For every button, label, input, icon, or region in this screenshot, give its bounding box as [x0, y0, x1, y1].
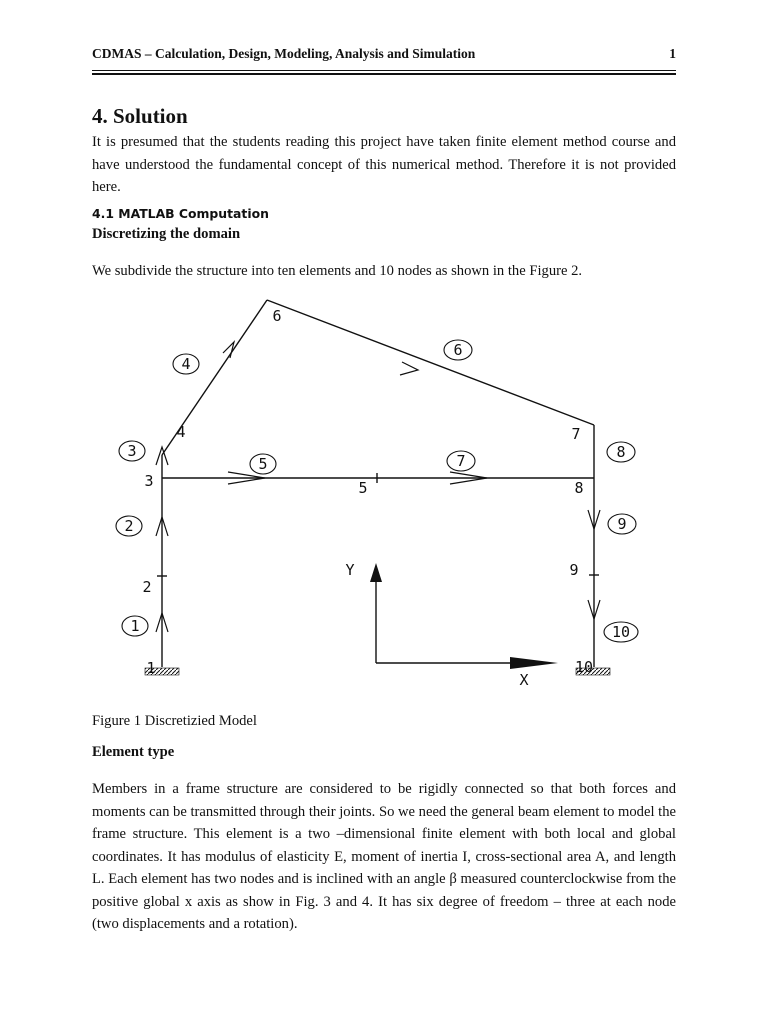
x-axis-arrowhead: [510, 657, 558, 669]
subsection-subheading: Discretizing the domain: [92, 226, 241, 242]
element-label-9: 9: [617, 515, 627, 533]
node-label-5: 5: [358, 479, 368, 497]
right-rafter: [267, 300, 594, 425]
node-label-1: 1: [146, 659, 156, 677]
node-label-4: 4: [176, 423, 186, 441]
y-axis-arrowhead: [370, 563, 382, 582]
element-label-2: 2: [124, 517, 134, 535]
discretizing-paragraph: We subdivide the structure into ten elements and 10 nodes as shown in the Figure 2.: [92, 263, 583, 279]
element-label-7: 7: [456, 452, 466, 470]
header-rule-thin: [92, 70, 676, 71]
element-label-6: 6: [453, 341, 463, 359]
frame-structure-diagram: [100, 290, 660, 695]
subsection-heading: 4.1 MATLAB Computation: [92, 206, 269, 221]
section-heading: 4. Solution: [92, 104, 188, 128]
figure-caption: Figure 1 Discretizied Model: [92, 713, 257, 729]
node-label-3: 3: [144, 472, 154, 490]
element-label-10: 10: [611, 623, 631, 641]
x-axis-label: X: [519, 671, 529, 689]
header-title: CDMAS – Calculation, Design, Modeling, Analysis and Simulation: [92, 46, 476, 61]
page-number: 1: [669, 46, 676, 61]
y-axis-label: Y: [345, 561, 355, 579]
element-label-1: 1: [130, 617, 140, 635]
node-label-8: 8: [574, 479, 584, 497]
element-label-5: 5: [258, 455, 268, 473]
node-label-6: 6: [272, 307, 282, 325]
header-rule-thick: [92, 73, 676, 75]
intro-paragraph: It is presumed that the students reading this project have taken finite element method course and have understood the fundamental concept of this numerical method. Therefore it is not provided here.: [92, 134, 676, 195]
node-label-7: 7: [571, 425, 581, 443]
element-type-heading: Element type: [92, 744, 175, 760]
element-type-paragraph: Members in a frame structure are considered to be rigidly connected so that both forces and moments can be transmitted through their joints. So we need the general beam element to model the frame structure. This element is a two –dimensional finite element with both local and global coordinates. It has modulus of elasticity E, moment of inertia I, cross-sectional area A, and length L. Each element has two nodes and is inclined with an angle β measured counterclockwise from the positive global x axis as show in Fig. 3 and 4. It has six degree of freedom – three at each node (two displacements and a rotation).: [92, 781, 676, 932]
page-header: [92, 46, 676, 66]
element-label-8: 8: [616, 443, 626, 461]
node-label-9: 9: [569, 561, 579, 579]
node-label-2: 2: [142, 578, 152, 596]
element-label-3: 3: [127, 442, 137, 460]
element-label-4: 4: [181, 355, 191, 373]
arrow-element-6: [400, 362, 418, 375]
node-label-10: 10: [574, 658, 594, 676]
